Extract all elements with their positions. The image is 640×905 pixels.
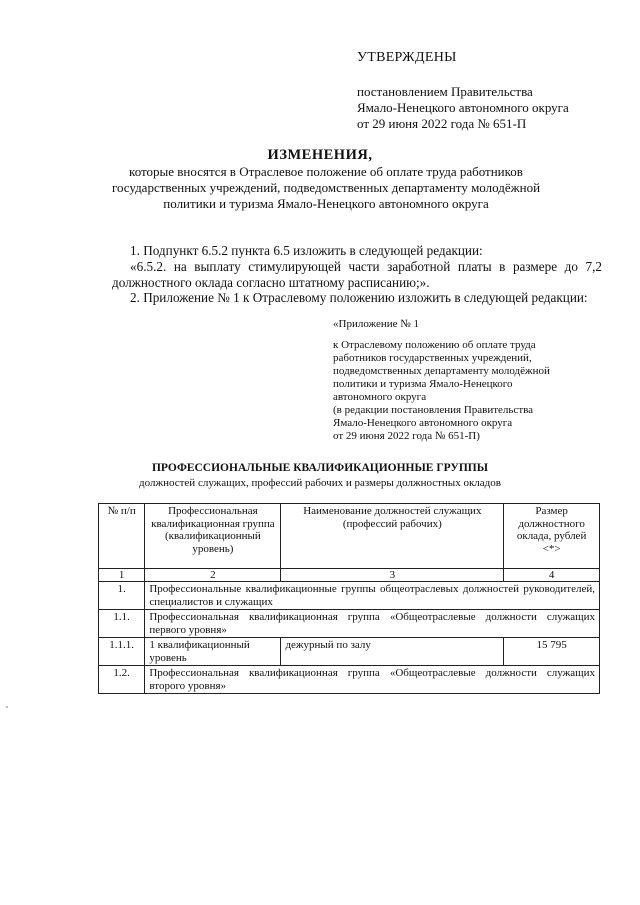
column-number: 1	[99, 569, 145, 582]
approval-line: Ямало-Ненецкого автономного округа	[357, 100, 569, 115]
table-header-row	[99, 504, 600, 569]
annex-line: к Отраслевому положению об оплате труда	[333, 339, 536, 351]
table-row	[99, 582, 600, 610]
column-number: 3	[281, 569, 504, 582]
row-number: 1.1.	[99, 610, 145, 638]
row-number: 1.1.1.	[99, 638, 145, 666]
table-row	[99, 638, 600, 666]
row-level: 1 квалификационный уровень	[145, 638, 281, 666]
annex-heading: «Приложение № 1	[333, 318, 420, 330]
annex-details	[333, 339, 593, 443]
table-row	[99, 610, 600, 638]
annex-line: автономного округа	[333, 391, 427, 403]
paragraph-2: «6.5.2. на выплату стимулирующей части заработной платы в размере до 7,2 должностного оклада согласно штатному расписанию;».	[112, 259, 602, 290]
table-row	[99, 666, 600, 694]
row-group-text: Профессиональная квалификационная группа «Общеотраслевые должности служащих первого уровня»	[145, 610, 600, 638]
paragraph-3: 2. Приложение № 1 к Отраслевому положению изложить в следующей редакции:	[130, 290, 588, 305]
header-group: Профессиональная квалификационная группа (квалификационный уровень)	[145, 504, 281, 569]
row-salary: 15 795	[504, 638, 600, 666]
header-number: № п/п	[99, 504, 145, 569]
groups-subtitle: должностей служащих, профессий рабочих и размеры должностных окладов	[139, 477, 501, 489]
header-position: Наименование должностей служащих (профессий рабочих)	[281, 504, 504, 569]
approval-details	[357, 84, 569, 132]
approval-line: постановлением Правительства	[357, 84, 533, 99]
annex-line: Ямало-Ненецкого автономного округа	[333, 417, 513, 429]
column-number: 4	[504, 569, 600, 582]
paragraph-1: 1. Подпункт 6.5.2 пункта 6.5 изложить в следующей редакции:	[130, 243, 483, 258]
qualification-groups-table	[98, 503, 600, 694]
row-number: 1.	[99, 582, 145, 610]
row-group-text: Профессиональные квалификационные группы общеотраслевых должностей руководителей, специалистов и служащих	[145, 582, 600, 610]
annex-line: от 29 июня 2022 года № 651-П)	[333, 430, 480, 442]
document-subtitle	[96, 164, 556, 212]
scan-speck	[6, 706, 8, 708]
column-number-row	[99, 569, 600, 582]
subtitle-line: политики и туризма Ямало-Ненецкого автономного округа	[163, 196, 489, 211]
approval-line: от 29 июня 2022 года № 651-П	[357, 116, 527, 131]
approved-title: УТВЕРЖДЕНЫ	[357, 50, 457, 65]
document-title: ИЗМЕНЕНИЯ,	[267, 147, 373, 163]
annex-line: политики и туризма Ямало-Ненецкого	[333, 378, 513, 390]
row-number: 1.2.	[99, 666, 145, 694]
groups-title: ПРОФЕССИОНАЛЬНЫЕ КВАЛИФИКАЦИОННЫЕ ГРУППЫ	[151, 462, 489, 474]
row-group-text: Профессиональная квалификационная группа «Общеотраслевые должности служащих второго уровня»	[145, 666, 600, 694]
annex-line: работников государственных учреждений,	[333, 352, 532, 364]
column-number: 2	[145, 569, 281, 582]
annex-line: (в редакции постановления Правительства	[333, 404, 534, 416]
subtitle-line: государственных учреждений, подведомственных департаменту молодёжной	[111, 180, 541, 195]
subtitle-line: которые вносятся в Отраслевое положение об оплате труда работников	[129, 164, 523, 179]
annex-line: подведомственных департаменту молодёжной	[333, 365, 550, 377]
row-position: дежурный по залу	[281, 638, 504, 666]
header-salary: Размер должностного оклада, рублей <*>	[504, 504, 600, 569]
